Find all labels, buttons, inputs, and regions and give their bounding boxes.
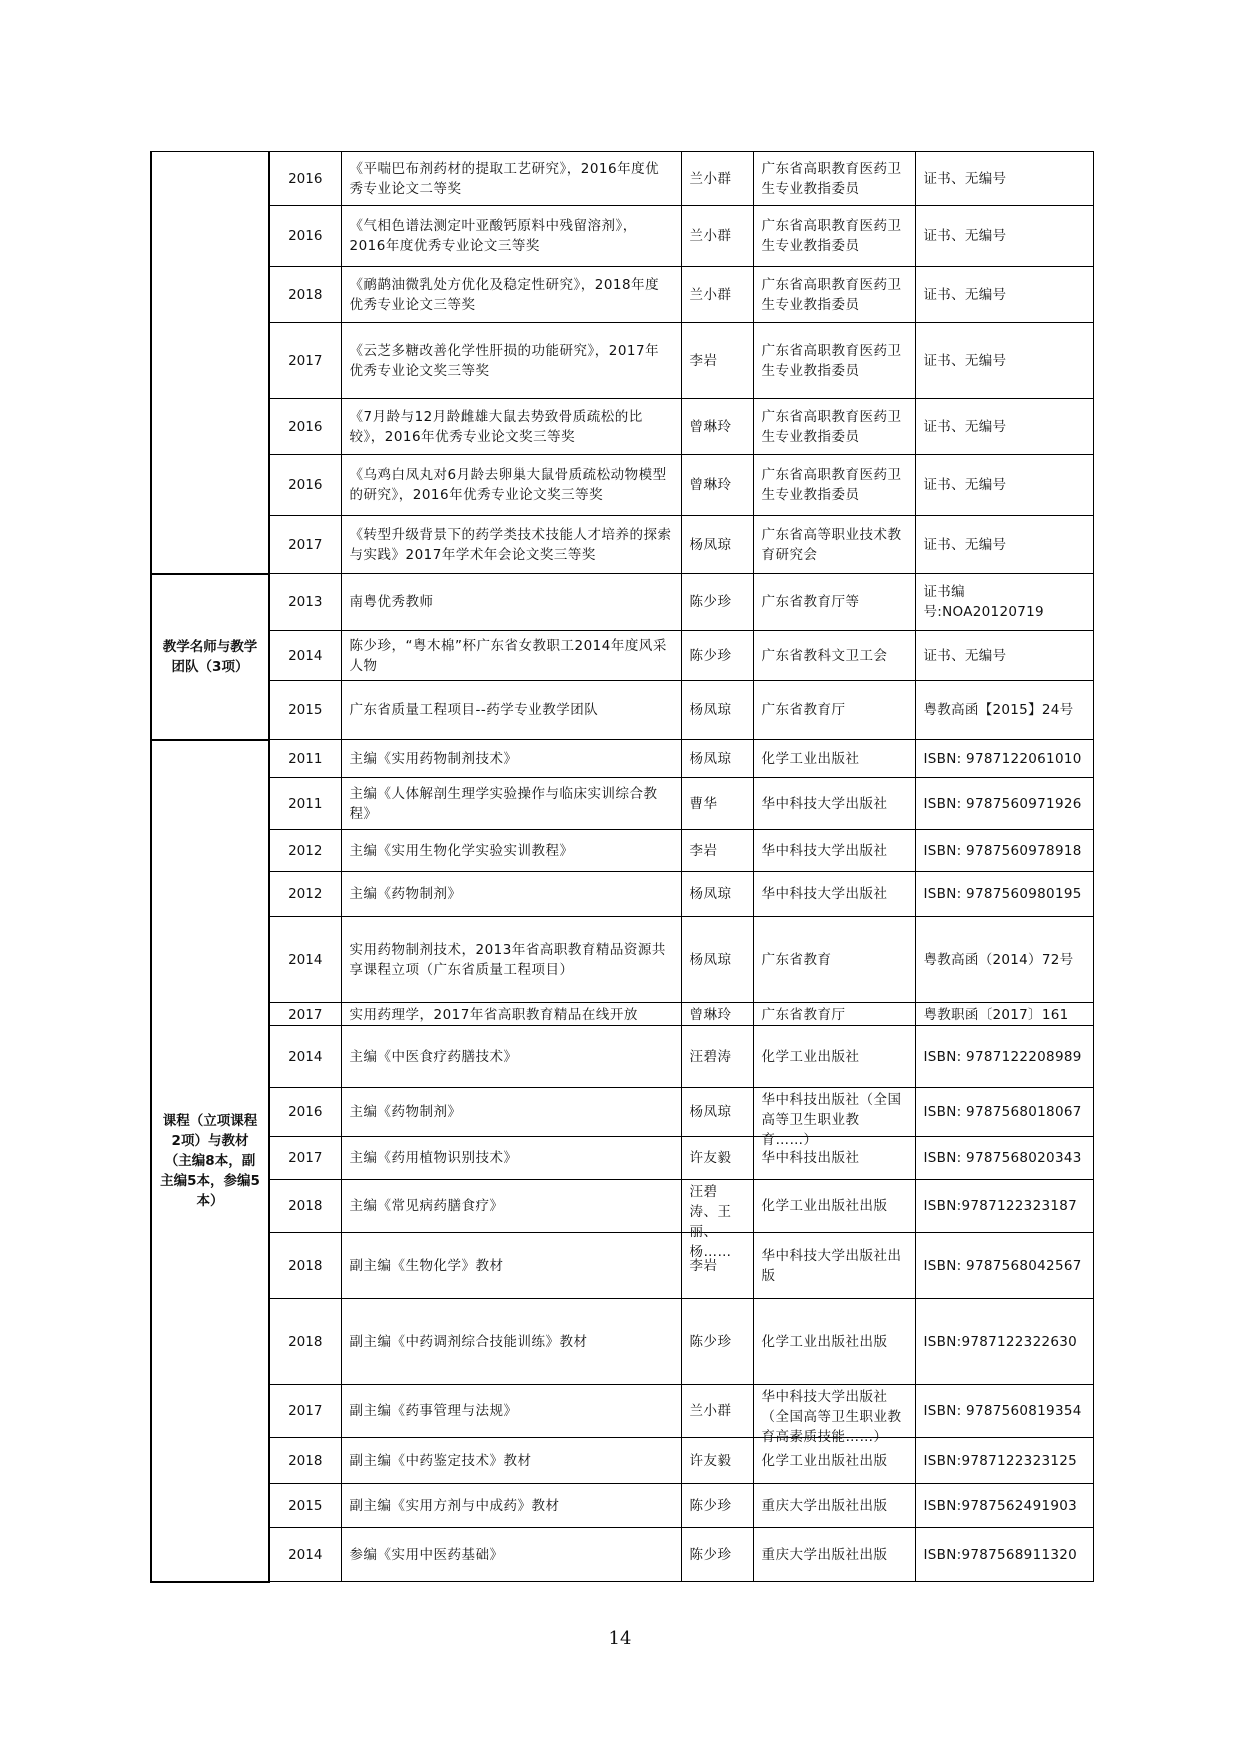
- year-cell: [269, 740, 341, 778]
- organization-cell: [753, 1385, 915, 1445]
- title-cell: [341, 1528, 681, 1582]
- table-row: [151, 917, 1093, 1003]
- organization-text: 广东省教科文卫工会: [761, 647, 888, 664]
- author-text: 曾琳玲: [689, 477, 732, 493]
- certificate-text: 粤教高函【2015】24号: [923, 702, 1074, 718]
- certificate-text: ISBN:9787122323187: [923, 1198, 1078, 1214]
- author-text: 陈少珍: [689, 1546, 732, 1563]
- certificate-cell: [915, 206, 1093, 267]
- year-text: 2011: [288, 795, 323, 812]
- title-text: 《乌鸡白凤丸对6月龄去卵巢大鼠骨质疏松动物模型的研究》，2016年优秀专业论文奖三等奖: [349, 467, 667, 503]
- title-text: 主编《药物制剂》: [349, 1104, 462, 1120]
- year-cell: [269, 1484, 341, 1528]
- year-cell: [269, 516, 341, 574]
- organization-cell: [753, 1003, 915, 1026]
- certificate-cell: [915, 872, 1093, 917]
- year-cell: [269, 917, 341, 1003]
- organization-text: 化学工业出版社出版: [761, 1198, 888, 1214]
- title-text: 《转型升级背景下的药学类技术技能人才培养的探索与实践》2017年学术年会论文奖三等奖: [349, 526, 672, 563]
- organization-cell: [753, 917, 915, 1003]
- author-text: 杨凤琼: [689, 886, 732, 902]
- title-text: 主编《实用药物制剂技术》: [349, 750, 518, 767]
- author-cell: [681, 323, 753, 399]
- table-row: [151, 872, 1093, 917]
- title-text: 陈少珍，“粤木棉”杯广东省女教职工2014年度风采人物: [349, 637, 667, 674]
- organization-text: 重庆大学出版社出版: [761, 1546, 888, 1563]
- author-text: 陈少珍: [689, 647, 732, 664]
- organization-cell: [753, 1484, 915, 1528]
- year-text: 2014: [288, 951, 323, 968]
- certificate-cell: [915, 267, 1093, 323]
- year-text: 2013: [288, 594, 323, 610]
- organization-cell: [753, 1180, 915, 1233]
- author-cell: [681, 1003, 753, 1026]
- certificate-text: ISBN: 9787568042567: [923, 1257, 1082, 1274]
- author-text: 兰小群: [689, 228, 732, 244]
- organization-text: 广东省高职教育医药卫生专业教指委员: [761, 218, 902, 254]
- title-text: 《鸸鹋油微乳处方优化及稳定性研究》，2018年度优秀专业论文三等奖: [349, 276, 660, 313]
- title-cell: [341, 681, 681, 740]
- certificate-cell: [915, 1180, 1093, 1233]
- title-cell: [341, 574, 681, 631]
- title-cell: [341, 778, 681, 830]
- year-cell: [269, 1180, 341, 1233]
- table-row: [151, 1003, 1093, 1026]
- author-text: 杨凤琼: [689, 702, 732, 718]
- year-cell: [269, 152, 341, 206]
- table-row: [151, 1026, 1093, 1088]
- certificate-text: ISBN:9787568911320: [923, 1546, 1078, 1563]
- year-text: 2014: [288, 1546, 323, 1563]
- title-text: 主编《人体解剖生理学实验操作与临床实训综合教程》: [349, 785, 658, 822]
- certificate-text: 证书、无编号: [923, 228, 1007, 244]
- organization-cell: [753, 1299, 915, 1385]
- title-text: 实用药理学，2017年省高职教育精品在线开放: [349, 1007, 638, 1023]
- title-text: 《7月龄与12月龄雌雄大鼠去势致骨质疏松的比较》，2016年优秀专业论文奖三等奖: [349, 408, 643, 445]
- author-text: 陈少珍: [689, 1333, 732, 1350]
- year-text: 2012: [288, 886, 323, 902]
- title-text: 实用药物制剂技术，2013年省高职教育精品资源共享课程立项（广东省质量工程项目）: [349, 941, 666, 978]
- title-text: 主编《中医食疗药膳技术》: [349, 1048, 518, 1065]
- title-cell: [341, 872, 681, 917]
- certificate-cell: [915, 323, 1093, 399]
- organization-text: 华中科技大学出版社: [761, 795, 888, 812]
- organization-cell: [753, 267, 915, 323]
- table-row: [151, 1180, 1093, 1233]
- year-cell: [269, 872, 341, 917]
- certificate-text: 证书、无编号: [923, 536, 1007, 553]
- certificate-text: ISBN: 9787568020343: [923, 1150, 1082, 1166]
- author-cell: [681, 1528, 753, 1582]
- certificate-cell: [915, 1088, 1093, 1137]
- certificate-text: ISBN: 9787122208989: [923, 1048, 1082, 1065]
- certificate-cell: [915, 1385, 1093, 1438]
- certificate-cell: [915, 574, 1093, 631]
- year-text: 2018: [288, 1198, 323, 1214]
- year-text: 2017: [288, 352, 323, 369]
- organization-text: 广东省高职教育医药卫生专业教指委员: [761, 408, 902, 445]
- title-cell: [341, 1003, 681, 1026]
- certificate-text: 粤教职函〔2017〕161: [923, 1007, 1069, 1023]
- organization-text: 华中科技大学出版社: [761, 842, 888, 859]
- year-cell: [269, 1385, 341, 1438]
- title-cell: [341, 631, 681, 681]
- certificate-cell: [915, 631, 1093, 681]
- table-row: [151, 830, 1093, 872]
- year-cell: [269, 1003, 341, 1026]
- author-cell: [681, 1299, 753, 1385]
- organization-cell: [753, 830, 915, 872]
- organization-text: 华中科技大学出版社: [761, 886, 888, 902]
- year-text: 2014: [288, 1048, 323, 1065]
- title-cell: [341, 1137, 681, 1180]
- certificate-cell: [915, 399, 1093, 455]
- author-cell: [681, 206, 753, 267]
- organization-cell: [753, 516, 915, 574]
- certificate-text: 粤教高函（2014）72号: [923, 951, 1074, 968]
- organization-text: 广东省教育厅: [761, 1007, 846, 1023]
- year-text: 2017: [288, 536, 323, 553]
- category-cell: 课程（立项课程2项）与教材（主编8本，副主编5本，参编5本）: [151, 740, 269, 1582]
- title-cell: [341, 1299, 681, 1385]
- organization-text: 化学工业出版社: [761, 750, 860, 767]
- certificate-cell: [915, 1299, 1093, 1385]
- title-cell: [341, 1438, 681, 1484]
- organization-cell: [753, 399, 915, 455]
- year-cell: [269, 1026, 341, 1088]
- author-cell: [681, 1088, 753, 1137]
- year-text: 2018: [288, 1257, 323, 1274]
- certificate-cell: [915, 830, 1093, 872]
- year-cell: [269, 1528, 341, 1582]
- certificate-cell: [915, 455, 1093, 516]
- title-cell: [341, 455, 681, 516]
- title-cell: [341, 1026, 681, 1088]
- title-text: 主编《药物制剂》: [349, 886, 462, 902]
- organization-cell: [753, 740, 915, 778]
- year-text: 2011: [288, 750, 323, 767]
- year-cell: [269, 1299, 341, 1385]
- certificate-text: 证书、无编号: [923, 352, 1007, 369]
- title-cell: [341, 399, 681, 455]
- certificate-cell: [915, 1137, 1093, 1180]
- category-cell: 教学名师与教学团队（3项）: [151, 574, 269, 740]
- organization-cell: [753, 631, 915, 681]
- organization-text: 华中科技出版社（全国高等卫生职业教育……）: [761, 1092, 902, 1148]
- author-text: 兰小群: [689, 286, 732, 303]
- title-text: 副主编《中药鉴定技术》教材: [349, 1452, 532, 1469]
- organization-text: 化学工业出版社出版: [761, 1452, 888, 1469]
- author-cell: [681, 455, 753, 516]
- year-text: 2012: [288, 842, 323, 859]
- achievements-table: [150, 151, 1094, 1583]
- author-text: 许友毅: [689, 1150, 732, 1166]
- author-cell: [681, 267, 753, 323]
- organization-cell: [753, 681, 915, 740]
- author-text: 兰小群: [689, 1403, 732, 1419]
- organization-cell: [753, 1026, 915, 1088]
- author-cell: [681, 778, 753, 830]
- author-text: 杨凤琼: [689, 536, 732, 553]
- organization-cell: [753, 1528, 915, 1582]
- author-cell: [681, 1438, 753, 1484]
- organization-text: 广东省高职教育医药卫生专业教指委员: [761, 342, 902, 379]
- certificate-cell: [915, 152, 1093, 206]
- title-text: 《云芝多糖改善化学性肝损的功能研究》，2017年优秀专业论文奖三等奖: [349, 342, 660, 379]
- title-text: 主编《常见病药膳食疗》: [349, 1198, 504, 1214]
- certificate-text: 证书、无编号: [923, 418, 1007, 435]
- certificate-text: ISBN: 9787122061010: [923, 750, 1082, 767]
- title-cell: [341, 323, 681, 399]
- certificate-cell: [915, 1026, 1093, 1088]
- table-row: [151, 631, 1093, 681]
- organization-cell: [753, 1233, 915, 1299]
- category-cell: [151, 152, 269, 574]
- organization-text: 广东省教育: [761, 951, 832, 968]
- organization-text: 广东省高职教育医药卫生专业教指委员: [761, 276, 902, 313]
- author-text: 汪碧涛、王丽、杨……: [689, 1184, 732, 1260]
- certificate-text: ISBN: 9787560819354: [923, 1403, 1082, 1419]
- title-cell: [341, 152, 681, 206]
- certificate-cell: [915, 1233, 1093, 1299]
- title-cell: [341, 1180, 681, 1233]
- certificate-text: 证书、无编号: [923, 286, 1007, 303]
- certificate-cell: [915, 1003, 1093, 1026]
- table-row: [151, 323, 1093, 399]
- table-row: [151, 455, 1093, 516]
- table-row: [151, 1484, 1093, 1528]
- title-text: 副主编《药事管理与法规》: [349, 1403, 518, 1419]
- author-text: 杨凤琼: [689, 1104, 732, 1120]
- table-row: [151, 267, 1093, 323]
- title-cell: [341, 516, 681, 574]
- table-row: [151, 1385, 1093, 1438]
- year-cell: [269, 681, 341, 740]
- year-text: 2018: [288, 286, 323, 303]
- author-text: 许友毅: [689, 1452, 732, 1469]
- certificate-cell: [915, 1484, 1093, 1528]
- organization-text: 化学工业出版社: [761, 1048, 860, 1065]
- title-text: 副主编《中药调剂综合技能训练》教材: [349, 1333, 588, 1350]
- table-row: [151, 681, 1093, 740]
- title-cell: [341, 830, 681, 872]
- author-cell: [681, 1484, 753, 1528]
- organization-text: 重庆大学出版社出版: [761, 1497, 888, 1514]
- organization-text: 广东省高职教育医药卫生专业教指委员: [761, 160, 902, 197]
- author-text: 杨凤琼: [689, 750, 732, 767]
- year-text: 2016: [288, 1104, 323, 1120]
- author-cell: [681, 681, 753, 740]
- year-cell: [269, 267, 341, 323]
- author-text: 杨凤琼: [689, 951, 732, 968]
- organization-cell: [753, 574, 915, 631]
- year-cell: [269, 323, 341, 399]
- certificate-text: ISBN:9787122323125: [923, 1452, 1078, 1469]
- year-cell: [269, 1088, 341, 1137]
- certificate-cell: [915, 1438, 1093, 1484]
- author-text: 曾琳玲: [689, 1007, 732, 1023]
- author-cell: [681, 872, 753, 917]
- certificate-text: ISBN: 9787560978918: [923, 842, 1082, 859]
- certificate-cell: [915, 917, 1093, 1003]
- author-cell: [681, 917, 753, 1003]
- year-cell: [269, 574, 341, 631]
- year-text: 2015: [288, 1497, 323, 1514]
- author-text: 陈少珍: [689, 594, 732, 610]
- table-row: [151, 399, 1093, 455]
- author-text: 曾琳玲: [689, 418, 732, 435]
- certificate-cell: [915, 778, 1093, 830]
- table-row: [151, 778, 1093, 830]
- author-cell: [681, 1026, 753, 1088]
- year-text: 2018: [288, 1452, 323, 1469]
- title-text: 参编《实用中医药基础》: [349, 1546, 504, 1563]
- title-cell: [341, 1088, 681, 1137]
- title-cell: [341, 917, 681, 1003]
- year-text: 2017: [288, 1150, 323, 1166]
- year-text: 2016: [288, 418, 323, 435]
- author-cell: [681, 631, 753, 681]
- author-cell: [681, 399, 753, 455]
- page-number: 14: [608, 1628, 632, 1649]
- certificate-text: ISBN: 9787568018067: [923, 1104, 1082, 1120]
- certificate-cell: [915, 740, 1093, 778]
- organization-cell: [753, 152, 915, 206]
- author-text: 汪碧涛: [689, 1048, 732, 1065]
- title-cell: [341, 206, 681, 267]
- certificate-text: ISBN: 9787560971926: [923, 795, 1082, 812]
- organization-cell: [753, 1088, 915, 1148]
- table-row: [151, 152, 1093, 206]
- table-row: [151, 1088, 1093, 1137]
- author-text: 曹华: [689, 795, 718, 812]
- title-text: 主编《药用植物识别技术》: [349, 1150, 518, 1166]
- organization-text: 华中科技大学出版社出版: [761, 1247, 902, 1284]
- author-cell: [681, 1137, 753, 1180]
- year-text: 2016: [288, 477, 323, 493]
- title-cell: [341, 1233, 681, 1299]
- author-cell: [681, 830, 753, 872]
- author-cell: [681, 1180, 753, 1260]
- table-row: [151, 1137, 1093, 1180]
- organization-cell: [753, 206, 915, 267]
- title-text: 南粤优秀教师: [349, 594, 434, 610]
- organization-text: 广东省高等职业技术教育研究会: [761, 526, 902, 563]
- author-cell: [681, 574, 753, 631]
- author-text: 李岩: [689, 352, 718, 369]
- year-cell: [269, 455, 341, 516]
- table-row: [151, 516, 1093, 574]
- title-text: 副主编《生物化学》教材: [349, 1257, 504, 1274]
- year-text: 2014: [288, 647, 323, 664]
- table-row: [151, 574, 1093, 631]
- year-text: 2015: [288, 702, 323, 718]
- table-row: [151, 1528, 1093, 1582]
- title-text: 主编《实用生物化学实验实训教程》: [349, 842, 574, 859]
- organization-text: 华中科技出版社: [761, 1150, 860, 1166]
- title-cell: [341, 740, 681, 778]
- organization-text: 华中科技大学出版社（全国高等卫生职业教育高素质技能……）: [761, 1389, 902, 1445]
- title-text: 广东省质量工程项目--药学专业教学团队: [349, 702, 599, 718]
- certificate-cell: [915, 516, 1093, 574]
- organization-cell: [753, 778, 915, 830]
- table-row: [151, 1299, 1093, 1385]
- year-cell: [269, 1137, 341, 1180]
- year-cell: [269, 206, 341, 267]
- year-cell: [269, 830, 341, 872]
- author-cell: [681, 740, 753, 778]
- certificate-text: ISBN: 9787560980195: [923, 886, 1082, 902]
- year-text: 2016: [288, 228, 323, 244]
- organization-text: 化学工业出版社出版: [761, 1333, 888, 1350]
- title-text: 副主编《实用方剂与中成药》教材: [349, 1497, 560, 1514]
- author-text: 陈少珍: [689, 1497, 732, 1514]
- year-text: 2017: [288, 1007, 323, 1023]
- table-row: [151, 1233, 1093, 1299]
- table-row: [151, 206, 1093, 267]
- year-cell: [269, 631, 341, 681]
- certificate-cell: [915, 681, 1093, 740]
- certificate-text: 证书、无编号: [923, 647, 1007, 664]
- title-cell: [341, 1385, 681, 1438]
- certificate-text: 证书编号:NOA20120719: [923, 584, 1044, 620]
- organization-cell: [753, 872, 915, 917]
- certificate-cell: [915, 1528, 1093, 1582]
- year-cell: [269, 1233, 341, 1299]
- title-text: 《气相色谱法测定叶亚酸钙原料中残留溶剂》，2016年度优秀专业论文三等奖: [349, 218, 637, 254]
- year-text: 2017: [288, 1403, 323, 1419]
- organization-text: 广东省教育厅等: [761, 594, 860, 610]
- author-cell: [681, 152, 753, 206]
- title-text: 《平喘巴布剂药材的提取工艺研究》，2016年度优秀专业论文二等奖: [349, 160, 660, 197]
- author-text: 兰小群: [689, 170, 732, 187]
- organization-cell: [753, 455, 915, 516]
- certificate-text: 证书、无编号: [923, 477, 1007, 493]
- certificate-text: ISBN:9787122322630: [923, 1333, 1078, 1350]
- author-text: 李岩: [689, 1257, 718, 1274]
- year-cell: [269, 399, 341, 455]
- table-row: [151, 740, 1093, 778]
- organization-cell: [753, 323, 915, 399]
- title-cell: [341, 1484, 681, 1528]
- author-cell: [681, 1385, 753, 1438]
- table-row: [151, 1438, 1093, 1484]
- organization-text: 广东省高职教育医药卫生专业教指委员: [761, 467, 902, 503]
- certificate-text: ISBN:9787562491903: [923, 1497, 1078, 1514]
- organization-text: 广东省教育厅: [761, 702, 846, 718]
- year-cell: [269, 1438, 341, 1484]
- author-cell: [681, 516, 753, 574]
- year-cell: [269, 778, 341, 830]
- author-text: 李岩: [689, 842, 718, 859]
- title-cell: [341, 267, 681, 323]
- year-text: 2018: [288, 1333, 323, 1350]
- certificate-text: 证书、无编号: [923, 170, 1007, 187]
- year-text: 2016: [288, 170, 323, 187]
